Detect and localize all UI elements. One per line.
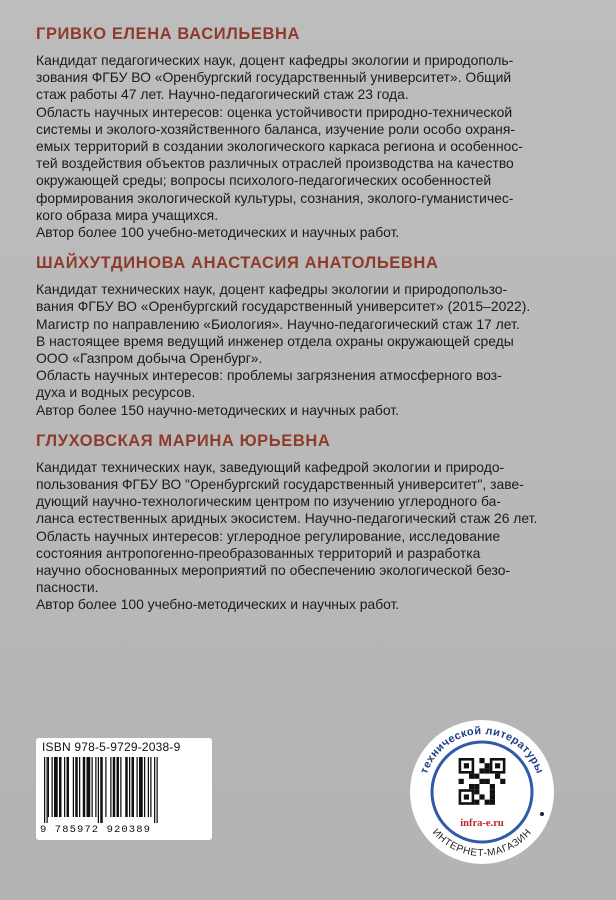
barcode-bar — [139, 757, 143, 817]
qr-module — [485, 800, 490, 805]
barcode-bar — [98, 757, 99, 823]
author-name: ШАЙХУТДИНОВА АНАСТАСИЯ АНАТОЛЬЕВНА — [36, 254, 439, 273]
qr-module — [479, 779, 484, 784]
qr-module — [490, 794, 495, 799]
qr-module — [490, 789, 495, 794]
qr-module — [459, 779, 464, 784]
isbn-barcode — [36, 738, 212, 840]
qr-finder — [495, 763, 500, 768]
barcode-bar — [75, 757, 78, 817]
barcode-bar — [150, 757, 151, 817]
barcode-bar — [105, 757, 106, 817]
qr-module — [474, 784, 479, 789]
qr-module — [500, 779, 505, 784]
qr-module — [479, 758, 484, 763]
qr-module — [479, 768, 484, 773]
seal-top-text: технической литературы — [418, 724, 546, 776]
barcode-bar — [92, 757, 93, 817]
qr-module — [479, 794, 484, 799]
bio-line: окружающей среды; вопросы психолого-педагогических особенностей — [36, 172, 492, 189]
qr-module — [474, 789, 479, 794]
author-bio — [36, 52, 588, 241]
isbn-text: ISBN 978-5-9729-2038-9 — [42, 740, 181, 754]
author-bio — [36, 459, 588, 614]
barcode-bar — [157, 757, 158, 823]
barcode-bar — [64, 757, 65, 817]
bio-line: Кандидат технических наук, доцент кафедры экологии и природопользо- — [36, 281, 508, 298]
qr-module — [490, 800, 495, 805]
bio-line: духа и водных ресурсов. — [36, 384, 196, 401]
barcode-bar — [113, 757, 116, 817]
barcode-bar — [48, 757, 49, 817]
bio-line: Автор более 150 научно-методических и научных работ. — [36, 401, 399, 418]
bio-line: Кандидат технических наук, заведующий кафедрой экологии и природо- — [36, 458, 505, 475]
barcode-bar — [67, 757, 70, 817]
bio-line: состояния антропогенно-преобразованных территорий и разработка — [36, 544, 481, 561]
barcode-bar — [79, 757, 80, 817]
barcode-bar — [87, 757, 91, 817]
seal-dot — [540, 812, 544, 816]
barcode-bar — [59, 757, 62, 817]
barcode-bar — [47, 757, 48, 823]
bio-line: пасности. — [36, 579, 99, 596]
barcode-bar — [117, 757, 120, 817]
barcode-number: 9 785972 920389 — [40, 824, 152, 836]
seal-site: infra-e.ru — [460, 818, 504, 829]
bio-line: кого образа мира учащихся. — [36, 206, 219, 223]
bio-line: Область научных интересов: оценка устойчивости природно-технической — [36, 103, 513, 120]
barcode-bar — [73, 757, 74, 817]
author-name: ГРИВКО ЕЛЕНА ВАСИЛЬЕВНА — [36, 25, 300, 43]
bio-line: стаж работы 47 лет. Научно-педагогический стаж 23 года. — [36, 86, 409, 103]
bio-line: Магистр по направлению «Биология». Научно-педагогический стаж 17 лет. — [36, 315, 520, 332]
bio-line: научно обоснованных мероприятий по обеспечению экологической безо- — [36, 562, 511, 579]
bio-line: тей воздействия объектов различных отраслей производства на качество — [36, 155, 514, 172]
qr-module — [474, 800, 479, 805]
bio-line: дующий научно-технологическим центром по изучению углеродного ба- — [36, 493, 501, 510]
bio-line: емых территорий в создании экологического каркаса региона и особеннос- — [36, 138, 523, 155]
barcode-bar — [125, 757, 128, 817]
author-bio — [36, 281, 588, 419]
bio-line: ланса естественных аридных экосистем. Научно-педагогический стаж 26 лет. — [36, 510, 538, 527]
barcode-bar — [54, 757, 58, 817]
author-block-1 — [36, 24, 588, 241]
seal-bottom-text: ИНТЕРНЕТ-МАГАЗИН — [429, 826, 535, 860]
qr-module — [474, 774, 479, 779]
bio-line: Область научных интересов: углеродное регулирование, исследование — [36, 527, 501, 544]
qr-module — [485, 779, 490, 784]
bio-line: вания ФГБУ ВО «Оренбургский государственный университет» (2015–2022). — [36, 298, 531, 315]
barcode-bars — [44, 757, 204, 823]
qr-module — [485, 763, 490, 768]
bio-line: Автор более 100 учебно-методических и научных работ. — [36, 224, 400, 241]
bio-line: Автор более 100 учебно-методических и научных работ. — [36, 596, 400, 613]
bio-line: Кандидат педагогических наук, доцент кафедры экологии и природополь- — [36, 52, 514, 68]
barcode-bar — [52, 757, 53, 817]
bio-line: ООО «Газпром добыча Оренбург». — [36, 350, 263, 367]
authors-section — [36, 24, 588, 626]
barcode-bar — [110, 757, 111, 817]
bio-line: В настоящее время ведущий инженер отдела охраны окружающей среды — [36, 332, 514, 349]
barcode-bar — [120, 757, 121, 817]
barcode-bar — [144, 757, 145, 817]
barcode-bar — [100, 757, 103, 823]
bio-line: Область научных интересов: проблемы загрязнения атмосферного воз- — [36, 367, 502, 384]
bio-line: формирования экологической культуры, сознания, эколого-гуманистичес- — [36, 189, 514, 206]
infra-e-seal — [408, 718, 556, 866]
barcode-bar — [129, 757, 130, 817]
author-block-3 — [36, 431, 588, 614]
bio-line: пользования ФГБУ ВО "Оренбургский государственный университет", заве- — [36, 476, 524, 493]
author-name: ГЛУХОВСКАЯ МАРИНА ЮРЬЕВНА — [36, 431, 331, 450]
qr-finder — [464, 763, 469, 768]
barcode-bar — [137, 757, 138, 817]
qr-module — [495, 774, 500, 779]
qr-module — [485, 768, 490, 773]
barcode-bar — [44, 757, 45, 823]
qr-module — [490, 784, 495, 789]
bio-line: зования ФГБУ ВО «Оренбургский государственный университет». Общий — [36, 69, 512, 86]
barcode-bar — [95, 757, 96, 817]
qr-finder — [464, 794, 469, 799]
bio-line: системы и эколого-хозяйственного баланса, изучение роли особо охраня- — [36, 120, 516, 137]
qr-module — [469, 774, 474, 779]
author-block-2 — [36, 253, 588, 419]
qr-module — [469, 784, 474, 789]
barcode-bar — [154, 757, 155, 823]
barcode-bar — [148, 757, 149, 817]
barcode-bar — [83, 757, 86, 817]
barcode-bar — [132, 757, 135, 817]
